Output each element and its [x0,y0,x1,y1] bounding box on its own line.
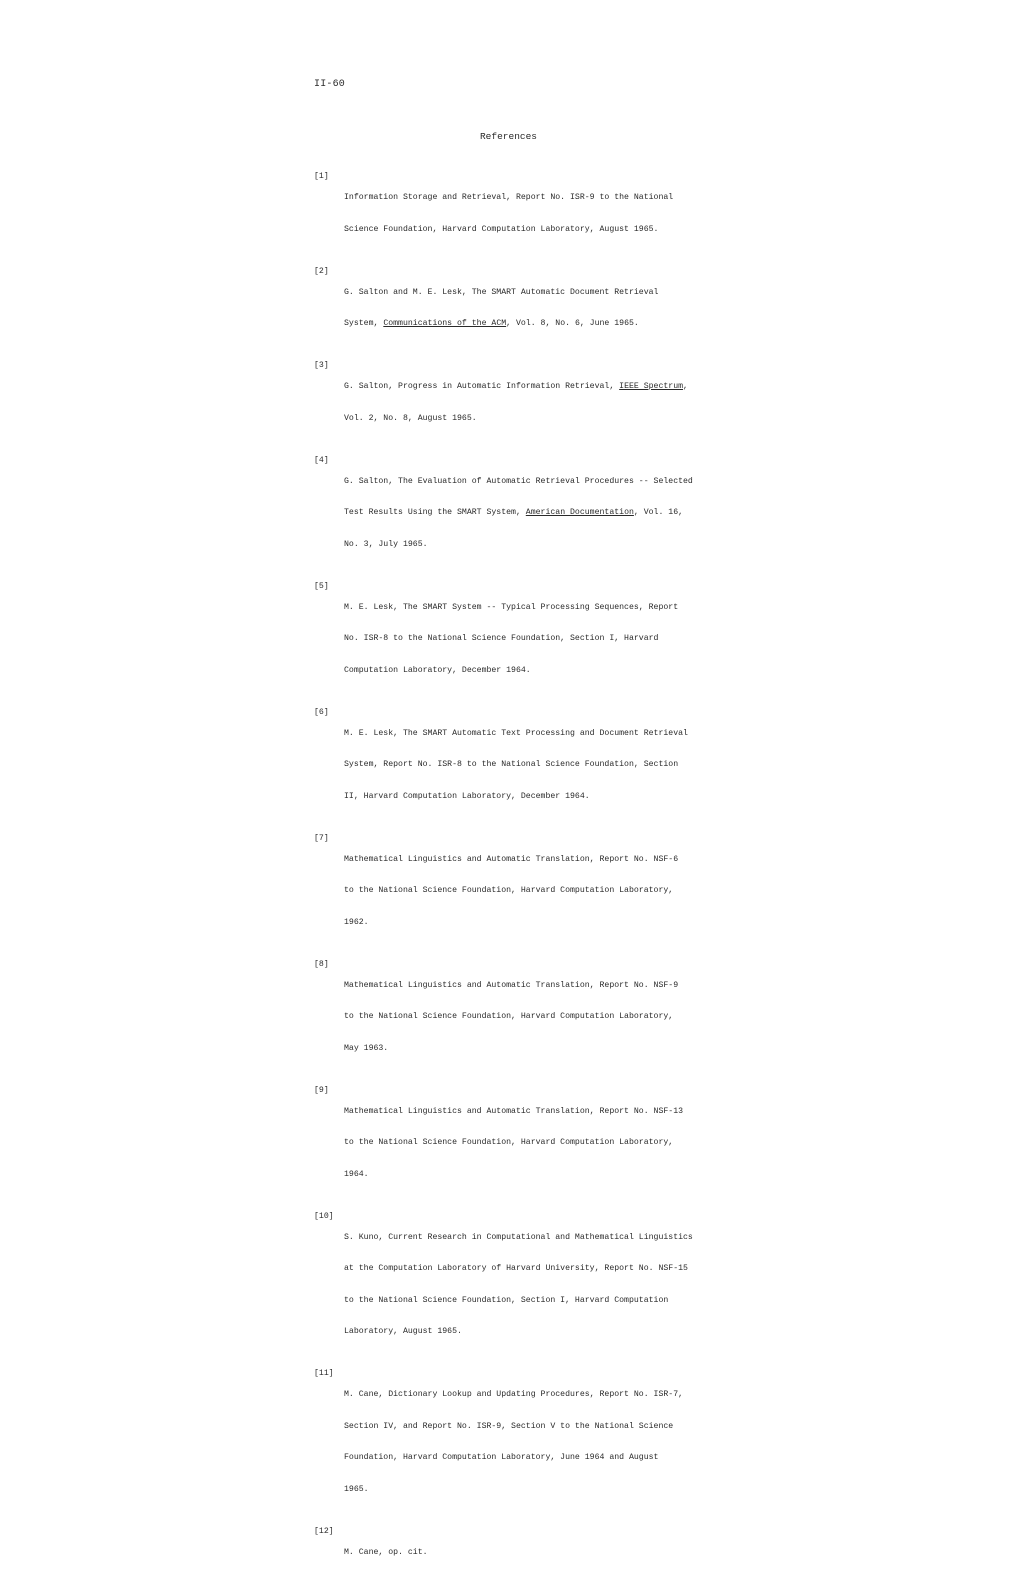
reference-segment: Test Results Using the SMART System, [344,508,526,517]
reference-2 [314,267,694,351]
references-heading: References [479,131,537,142]
reference-text [344,172,694,256]
reference-number: [12] [314,1526,334,1536]
reference-line: Laboratory, August 1965. [344,1327,462,1336]
reference-line: G. Salton, The Evaluation of Automatic Retrieval Procedures -- Selected [344,476,693,486]
reference-9 [314,1086,694,1202]
reference-line: 1964. [344,1169,369,1179]
reference-6 [314,708,694,824]
reference-line: Science Foundation, Harvard Computation Laboratory, August 1965. [344,224,659,234]
reference-number: [11] [314,1369,334,1378]
reference-line: M. Cane, op. cit. [344,1547,428,1557]
reference-line: Computation Laboratory, December 1964. [344,665,531,675]
reference-text [344,267,694,351]
reference-line: 1962. [344,917,369,927]
reference-line: M. Cane, Dictionary Lookup and Updating Procedures, Report No. ISR-7, [344,1390,684,1399]
reference-number: [2] [314,266,329,276]
reference-text [344,708,694,824]
journal-title: American Documentation [525,508,634,517]
reference-number: [10] [314,1211,334,1221]
reference-10 [314,1212,694,1359]
reference-line [344,319,694,330]
reference-number: [9] [314,1085,329,1095]
reference-3 [314,361,694,445]
reference-segment: System, [344,319,384,328]
reference-text [344,834,694,950]
reference-7 [314,834,694,950]
reference-8 [314,960,694,1076]
reference-line: Mathematical Linguistics and Automatic Translation, Report No. NSF-6 [344,854,679,864]
reference-1 [314,172,694,256]
reference-text [344,1086,694,1202]
reference-number: [7] [314,833,329,843]
reference-line: Information Storage and Retrieval, Report No. ISR-9 to the National [344,193,674,202]
reference-line: to the National Science Foundation, Harvard Computation Laboratory, [344,1012,674,1021]
reference-text [344,456,694,572]
reference-line: M. E. Lesk, The SMART System -- Typical Processing Sequences, Report [344,602,679,612]
reference-line: Foundation, Harvard Computation Laboratory, June 1964 and August [344,1453,659,1462]
reference-line: 1965. [344,1484,369,1494]
reference-segment: , Vol. 16, [633,508,684,517]
reference-line: to the National Science Foundation, Harvard Computation Laboratory, [344,886,674,895]
page-number: II-60 [314,79,346,90]
reference-segment: , Vol. 8, No. 6, June 1965. [506,319,639,328]
reference-line: M. E. Lesk, The SMART Automatic Text Processing and Document Retrieval [344,728,688,738]
reference-number: [8] [314,959,329,969]
reference-text [344,1369,694,1516]
reference-line: to the National Science Foundation, Section I, Harvard Computation [344,1295,669,1305]
reference-number: [1] [314,172,329,181]
reference-text [344,1527,694,1580]
reference-line [344,382,694,393]
journal-title: Communications of the ACM [383,319,507,328]
reference-text [344,361,694,445]
reference-number: [4] [314,455,329,465]
reference-line: Mathematical Linguistics and Automatic Translation, Report No. NSF-9 [344,980,679,990]
reference-list [314,172,694,1590]
reference-5 [314,582,694,698]
reference-line: at the Computation Laboratory of Harvard University, Report No. NSF-15 [344,1264,688,1273]
reference-line: Vol. 2, No. 8, August 1965. [344,413,477,423]
reference-line: Mathematical Linguistics and Automatic Translation, Report No. NSF-13 [344,1106,684,1116]
reference-line: II, Harvard Computation Laboratory, December 1964. [344,791,590,801]
reference-line: G. Salton and M. E. Lesk, The SMART Automatic Document Retrieval [344,287,659,297]
reference-text [344,1212,694,1359]
reference-line: No. ISR-8 to the National Science Foundation, Section I, Harvard [344,634,659,643]
reference-text [344,960,694,1076]
reference-text [344,582,694,698]
reference-number: [3] [314,361,329,370]
reference-line: to the National Science Foundation, Harvard Computation Laboratory, [344,1138,674,1147]
reference-11 [314,1369,694,1516]
reference-line: May 1963. [344,1043,389,1053]
reference-4 [314,456,694,572]
reference-segment: , [683,382,688,391]
reference-line: Section IV, and Report No. ISR-9, Section V to the National Science [344,1421,674,1431]
reference-line [344,508,694,519]
reference-line: System, Report No. ISR-8 to the National Science Foundation, Section [344,760,679,769]
journal-title: IEEE Spectrum [619,382,684,391]
reference-number: [5] [314,581,329,591]
reference-number: [6] [314,707,329,717]
reference-line: No. 3, July 1965. [344,539,428,549]
reference-12 [314,1527,694,1580]
reference-segment: G. Salton, Progress in Automatic Information Retrieval, [344,382,620,391]
reference-line: S. Kuno, Current Research in Computational and Mathematical Linguistics [344,1232,693,1242]
